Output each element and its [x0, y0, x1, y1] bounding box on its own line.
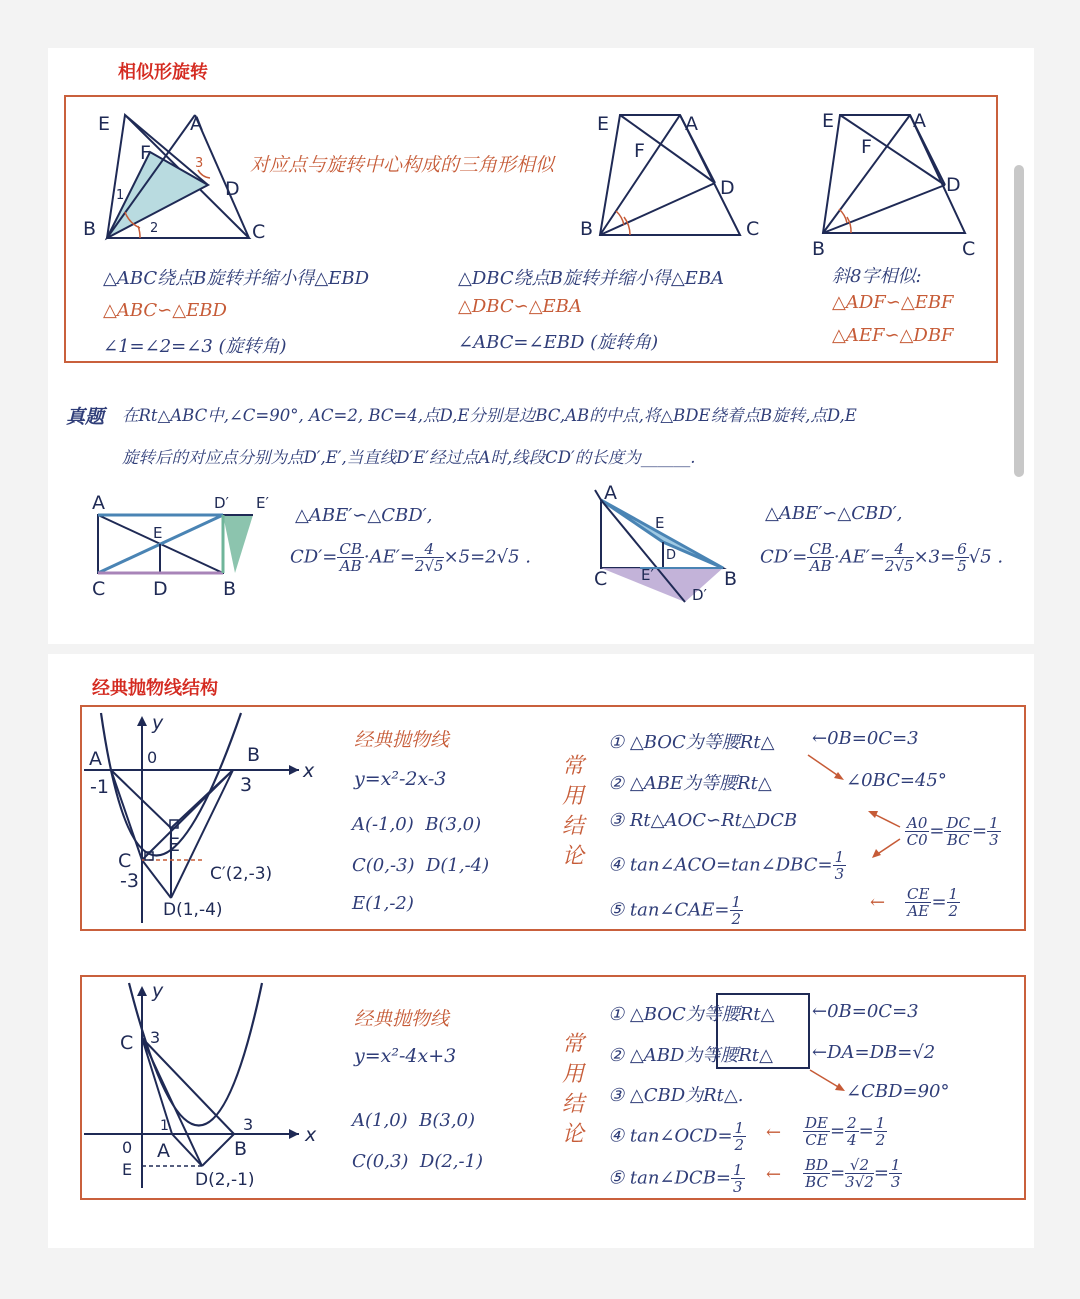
box2-note-1: ←0B=0C=3 [812, 1001, 919, 1022]
f3-label-E: E [822, 110, 835, 132]
p1-label-D-prime: D′ [214, 494, 229, 512]
figure-rotation-2 [590, 105, 770, 245]
box2-item-3: ③ △CBD为Rt△. [608, 1085, 744, 1106]
g2-label-3b: 3 [243, 1115, 254, 1134]
g1-label-B: B [247, 744, 261, 766]
box1-item-1: ① △BOC为等腰Rt△ [608, 732, 775, 753]
solution1-formula [290, 541, 531, 574]
f2-label-D: D [720, 177, 735, 199]
box1-coords-3: E(1,-2) [352, 893, 414, 914]
col2-line2: △DBC∽△EBA [458, 296, 582, 317]
g2-origin: 0 [122, 1138, 133, 1157]
col3-line1: 斜8字相似: [832, 266, 922, 287]
f3-label-F: F [861, 136, 872, 158]
box2-side-label: 常 用 结 论 [561, 1032, 584, 1147]
p1-label-E: E [153, 524, 163, 542]
box2-item-1-text: ① △BOC为 [608, 1004, 704, 1025]
box2-note-2: ←DA=DB=√2 [812, 1042, 936, 1063]
box1-item-4-frac: $\frac{1}{3}$ [834, 848, 845, 883]
g2-label-B: B [234, 1138, 248, 1160]
box1-item-3: ③ Rt△AOC∽Rt△DCB [608, 810, 798, 831]
problem-line2: 旋转后的对应点分别为点D′,E′,当直线D′E′经过点A时,线段CD′的长度为______. [122, 448, 696, 467]
f1-label-3: 3 [195, 156, 204, 171]
col2-line1: △DBC绕点B旋转并缩小得△EBA [458, 268, 725, 289]
p2-label-A: A [604, 482, 617, 504]
f1-label-A: A [190, 113, 203, 135]
p2-label-D: D [666, 548, 677, 563]
box1-item-2: ② △ABE为等腰Rt△ [608, 773, 772, 794]
f3-label-C: C [962, 238, 976, 260]
box2-item-2 [608, 1041, 773, 1067]
p1-label-A: A [92, 492, 105, 514]
p1-label-B: B [223, 578, 237, 600]
p2-label-E: E [655, 514, 665, 532]
g2-label-3: 3 [150, 1028, 161, 1047]
g1-label-A: A [89, 748, 102, 770]
box1-item-5-frac: $\frac{1}{2}$ [731, 893, 742, 928]
box1-item-5-text: ⑤ tan∠CAE= [608, 899, 730, 921]
g1-label-E: E [168, 834, 181, 856]
n5-frac-b: $\frac{1}{2}$ [948, 885, 959, 920]
f2-label-A: A [685, 113, 698, 135]
n3-frac-b: $\frac{DC}{BC}$ [946, 814, 970, 849]
f1-label-F: F [140, 142, 151, 164]
sol2-frac1: $\frac{CB}{AB}$ [809, 540, 832, 575]
g1-axis-x: x [303, 760, 315, 782]
box1-note-5: $\frac{CE}{AE}$ = $\frac{1}{2}$ [907, 885, 959, 920]
box2-item-4-text: ④ tan∠OCD= [608, 1125, 733, 1147]
box1-note-5-arrow: ← [870, 892, 886, 913]
box1-arrows [800, 745, 910, 875]
n4-frac-b: $\frac{2}{4}$ [847, 1114, 857, 1149]
box2-coords-2: C(0,3) D(2,-1) [352, 1151, 484, 1172]
n4-frac-a: $\frac{DE}{CE}$ [805, 1114, 828, 1149]
f3-label-B: B [812, 238, 826, 260]
f1-label-C: C [252, 221, 266, 243]
f2-label-F: F [634, 140, 645, 162]
box2-item-1-boxed: 等腰Rt△ [703, 1004, 775, 1025]
box2-item-1 [608, 1000, 774, 1026]
g2-label-A: A [157, 1140, 170, 1162]
box1-item-5 [608, 894, 743, 927]
box1-heading: 经典抛物线 [354, 729, 450, 751]
f2-label-C: C [746, 218, 760, 240]
sol1-mid: ·AE′= [363, 546, 415, 568]
g1-origin: 0 [147, 748, 158, 767]
g2-axis-x: x [305, 1124, 317, 1146]
rotation-caption: 对应点与旋转中心构成的三角形相似 [250, 154, 555, 176]
col1-line2: △ABC∽△EBD [103, 300, 227, 321]
p1-label-E-prime: E′ [256, 494, 269, 512]
g1-label-C: C [118, 850, 132, 872]
box2-item-4 [608, 1120, 746, 1153]
col3-line2: △ADF∽△EBF [832, 292, 954, 313]
solution2-similar: △ABE′∽△CBD′, [765, 503, 903, 524]
f1-label-E: E [98, 113, 111, 135]
parabola-graph-1 [84, 708, 314, 928]
p2-label-C: C [594, 568, 608, 590]
n5-frac-a: $\frac{CE}{AE}$ [907, 885, 930, 920]
box2-note-4: $\frac{DE}{CE}$ = $\frac{2}{4}$ = $\frac{1}{2}$ [805, 1114, 886, 1149]
section-title-rotation: 相似形旋转 [118, 62, 208, 83]
box1-coords-1: A(-1,0) B(3,0) [352, 814, 482, 835]
problem-figure-1 [85, 495, 285, 595]
box2-equation: y=x²-4x+3 [354, 1045, 457, 1067]
sol2-frac3: $\frac{6}{5}$ [957, 540, 967, 575]
box2-heading: 经典抛物线 [354, 1008, 450, 1030]
box2-item-2-boxed: 等腰Rt△ [702, 1045, 773, 1066]
g2-axis-y: y [152, 980, 164, 1002]
g1-label-3: 3 [240, 774, 253, 796]
g2-label-E: E [122, 1160, 133, 1179]
g1-label-neg1: -1 [90, 776, 109, 798]
box1-note-2: ∠0BC=45° [846, 770, 947, 791]
problem-label: 真题 [66, 406, 105, 428]
f1-label-D: D [225, 178, 240, 200]
sol1-frac2: $\frac{4}{2√5}$ [414, 540, 444, 575]
box1-side-label: 常 用 结 论 [561, 754, 584, 869]
box1-note-1: ←0B=0C=3 [812, 728, 919, 749]
sol2-frac2: $\frac{4}{2√5}$ [884, 540, 914, 575]
p2-label-D-prime: D′ [692, 586, 707, 604]
f1-label-2: 2 [150, 221, 159, 236]
box2-item-5 [608, 1162, 745, 1195]
sol2-mid2: ×3= [913, 546, 956, 568]
f3-label-D: D [946, 174, 961, 196]
section-title-parabola: 经典抛物线结构 [92, 678, 218, 699]
box2-note-5-arrow: ← [766, 1164, 782, 1185]
box2-note-3: ∠CBD=90° [846, 1081, 950, 1102]
problem-line1: 在Rt△ABC中,∠C=90°, AC=2, BC=4,点D,E分别是边BC,AB的中点,将△BDE绕着点B旋转,点D,E [122, 406, 857, 425]
box1-coords-2: C(0,-3) D(1,-4) [352, 855, 490, 876]
f2-label-B: B [580, 218, 594, 240]
n5b-frac-b: $\frac{√2}{3√2}$ [845, 1156, 874, 1191]
n4-frac-c: $\frac{1}{2}$ [875, 1114, 886, 1149]
box2-item-5-text: ⑤ tan∠DCB= [608, 1167, 732, 1189]
solution1-similar: △ABE′∽△CBD′, [295, 505, 433, 526]
f2-label-E: E [597, 113, 610, 135]
box1-note-3: $\frac{A0}{C0}$ = $\frac{DC}{BC}$ = $\frac{1}{3}$ [906, 814, 999, 849]
sol2-tail: √5 . [968, 546, 1004, 568]
f3-label-A: A [913, 110, 926, 132]
box2-item-5-frac: $\frac{1}{3}$ [733, 1161, 743, 1196]
col2-line3: ∠ABC=∠EBD (旋转角) [458, 332, 659, 353]
col1-line3: ∠1=∠2=∠3 (旋转角) [103, 336, 287, 357]
box2-note-4-arrow: ← [766, 1122, 782, 1143]
box1-equation: y=x²-2x-3 [354, 768, 447, 790]
n3-frac-a: $\frac{A0}{C0}$ [906, 814, 928, 849]
col3-line3: △AEF∽△DBF [832, 325, 954, 346]
g1-label-D: D(1,-4) [163, 900, 223, 920]
sol1-frac1: $\frac{CB}{AB}$ [339, 540, 362, 575]
sol1-tail: ×5=2√5 . [443, 546, 531, 568]
n5b-frac-a: $\frac{BD}{BC}$ [805, 1156, 829, 1191]
scrollbar-thumb[interactable] [1014, 165, 1024, 477]
g2-label-C: C [120, 1032, 134, 1054]
g2-label-D: D(2,-1) [195, 1170, 255, 1190]
solution2-formula [760, 541, 1003, 574]
sol2-lhs: CD′= [760, 546, 808, 568]
parabola-graph-2 [84, 978, 317, 1198]
sol2-mid: ·AE′= [833, 546, 885, 568]
f1-label-B: B [83, 218, 97, 240]
p1-label-C: C [92, 578, 106, 600]
g2-label-1: 1 [160, 1118, 169, 1134]
p2-label-E-prime: E′ [641, 566, 654, 584]
p1-label-D: D [153, 578, 168, 600]
p2-label-B: B [724, 568, 738, 590]
f1-label-1: 1 [116, 188, 125, 203]
box2-coords-1: A(1,0) B(3,0) [352, 1110, 476, 1131]
box1-item-4-text: ④ tan∠ACO=tan∠DBC= [608, 854, 833, 876]
g1-label-C-prime: C′(2,-3) [210, 864, 273, 884]
sol1-lhs: CD′= [290, 546, 338, 568]
n3-frac-c: $\frac{1}{3}$ [989, 814, 999, 849]
box2-note-5: $\frac{BD}{BC}$ = $\frac{√2}{3√2}$ = $\frac{1}{3}$ [805, 1156, 901, 1191]
col1-line1: △ABC绕点B旋转并缩小得△EBD [103, 268, 370, 289]
box2-item-4-frac: $\frac{1}{2}$ [734, 1119, 745, 1154]
g1-label-neg3: -3 [120, 870, 139, 892]
box2-item-2-text: ② △ABD为 [608, 1045, 703, 1066]
n5b-frac-c: $\frac{1}{3}$ [890, 1156, 901, 1191]
g1-axis-y: y [152, 712, 164, 734]
